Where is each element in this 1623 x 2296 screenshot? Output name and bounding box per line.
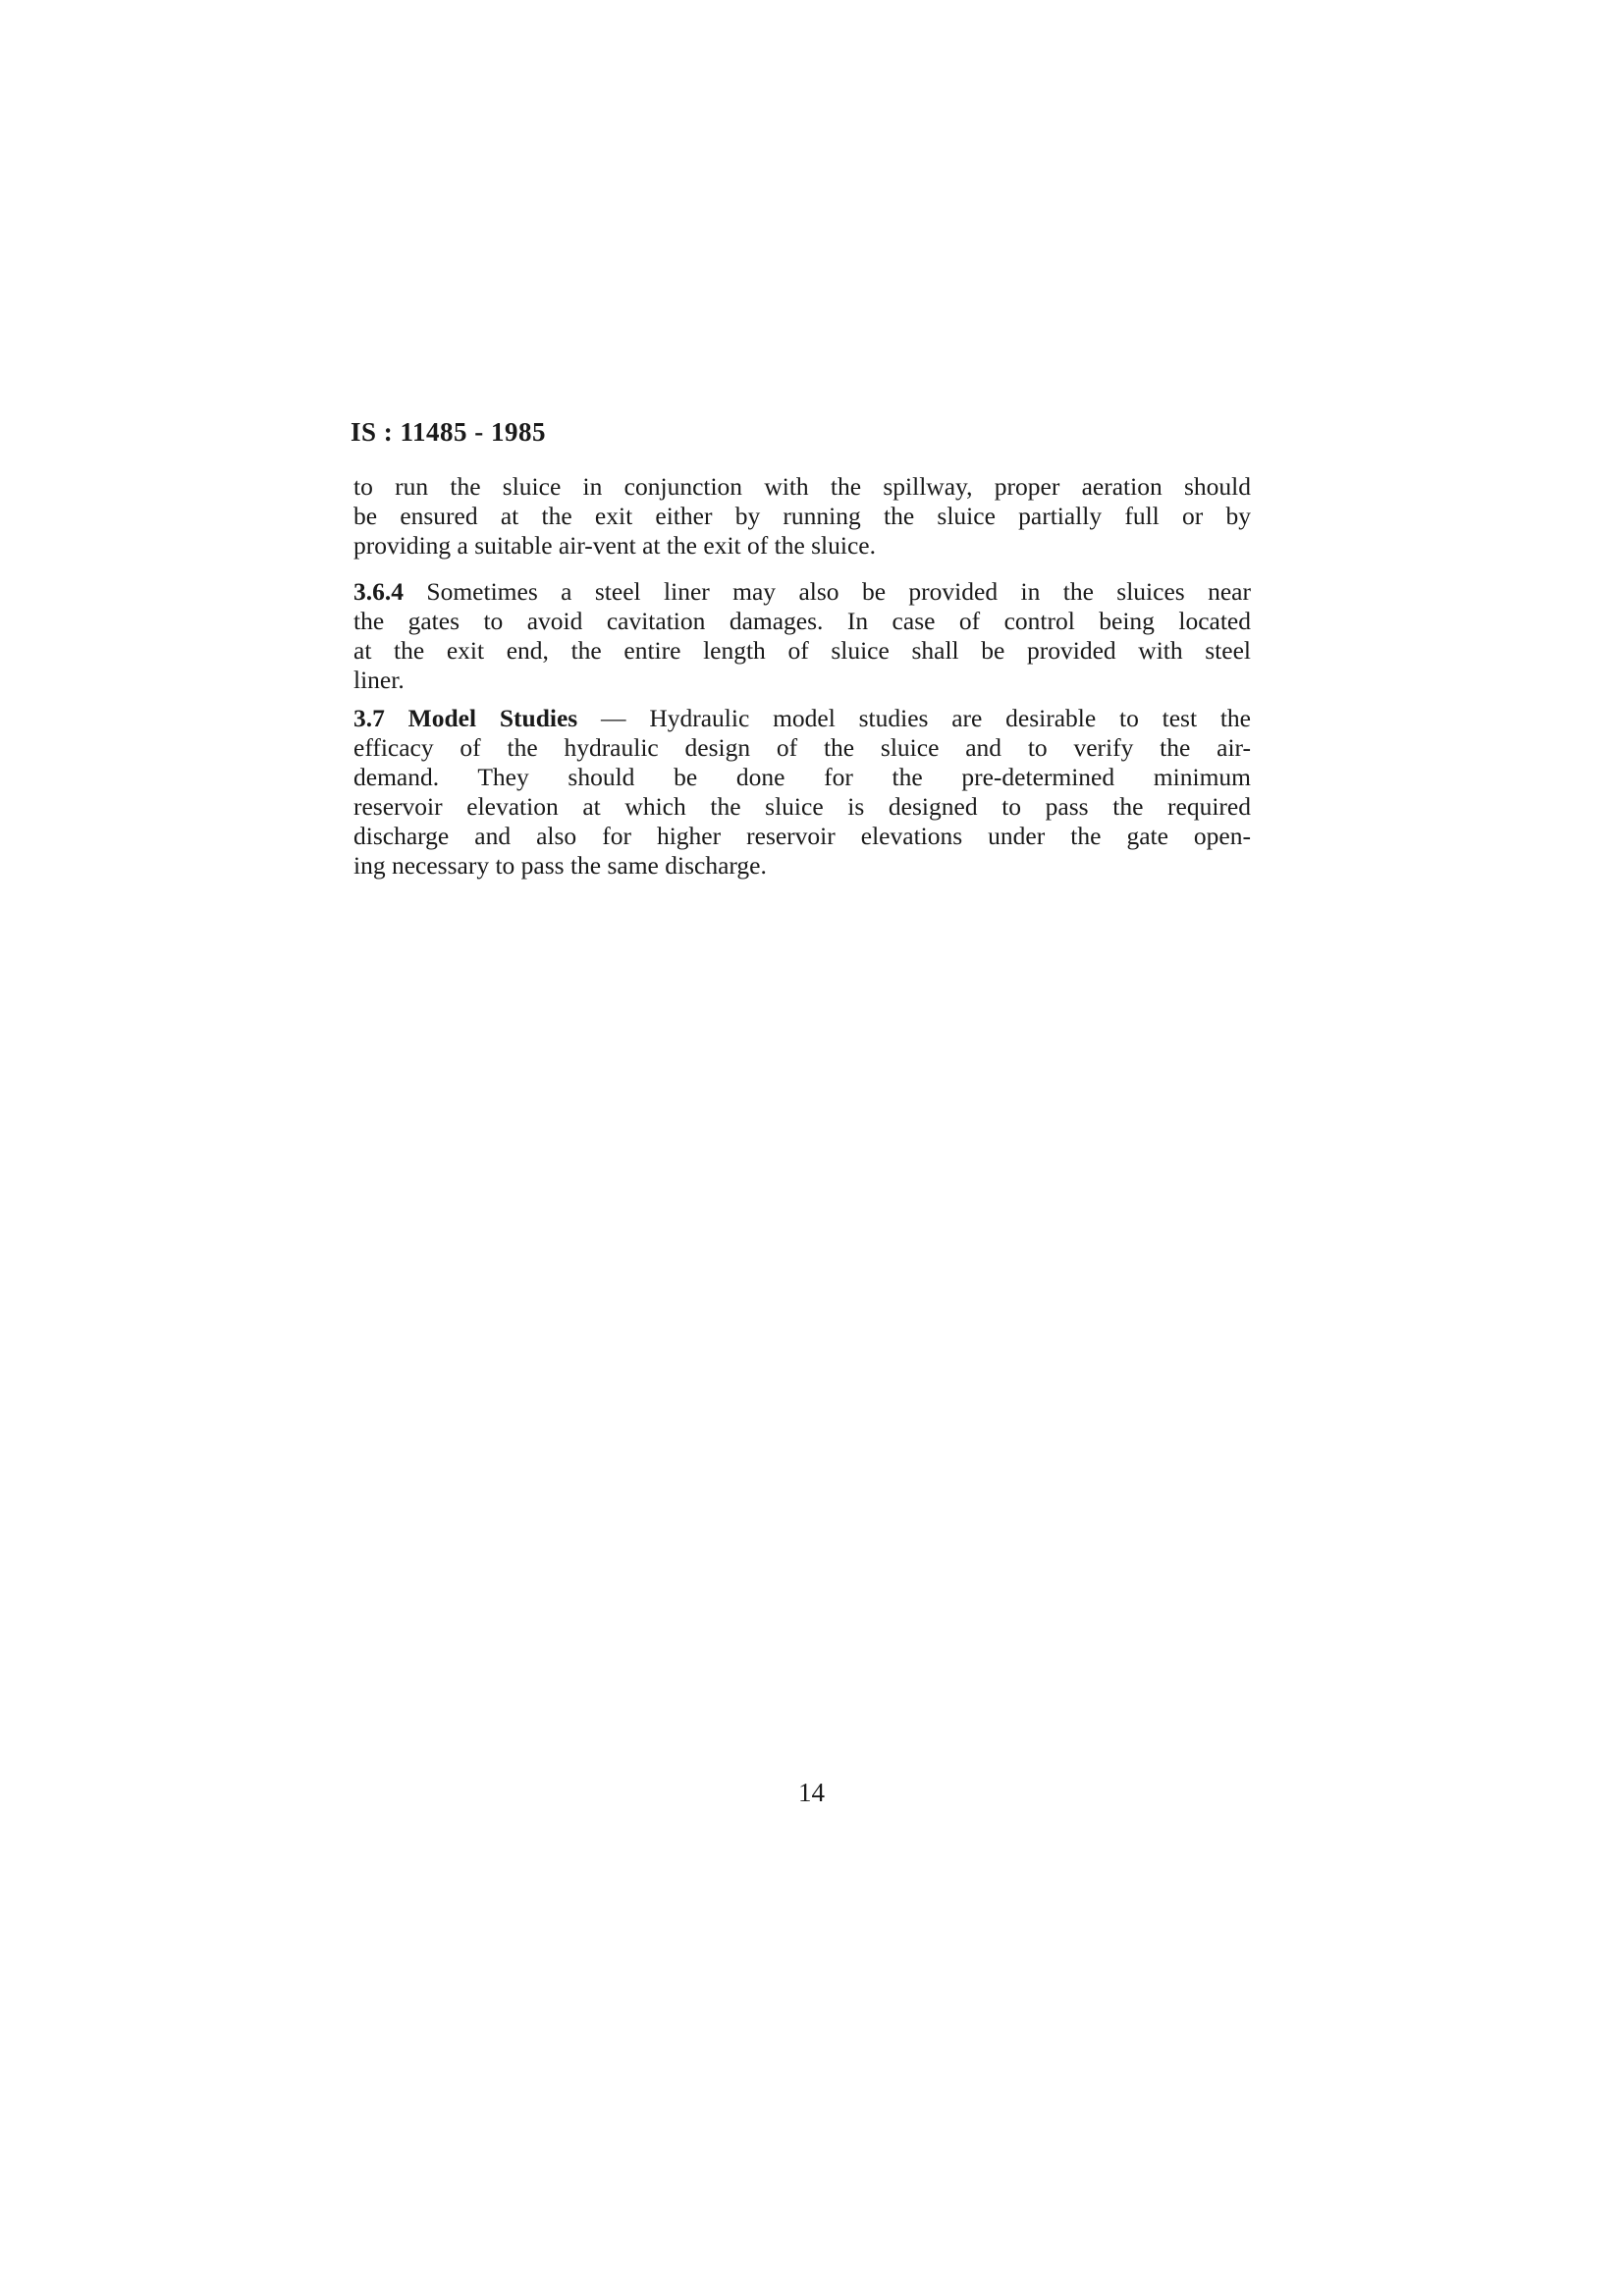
paragraph-text: Sometimes a steel liner may also be provided in the sluices near [404,577,1251,606]
paragraph-line: demand. They should be done for the pre-determined minimum [353,763,1251,791]
page-number: 14 [798,1778,825,1807]
paragraph-line: providing a suitable air-vent at the exit of the sluice. [353,531,876,560]
paragraph-text: — Hydraulic model studies are desirable to test the [577,704,1251,732]
paragraph-line: discharge and also for higher reservoir elevations under the gate open- [353,822,1251,850]
paragraph-line: efficacy of the hydraulic design of the sluice and to verify the air- [353,733,1251,762]
paragraph-line: be ensured at the exit either by running the sluice partially full or by [353,502,1251,530]
clause-number: 3.7 [353,704,385,732]
paragraph-line: liner. [353,666,405,694]
paragraph-line [353,577,1251,607]
paragraph-line [353,704,1251,733]
paragraph-line: to run the sluice in conjunction with the spillway, proper aeration should [353,472,1251,501]
paragraph-line: ing necessary to pass the same discharge. [353,851,767,880]
paragraph-line: the gates to avoid cavitation damages. In case of control being located [353,607,1251,635]
paragraph-line: at the exit end, the entire length of sluice shall be provided with steel [353,636,1251,665]
clause-number: 3.6.4 [353,577,404,606]
paragraph-continuation [353,472,1251,561]
section-heading: Model Studies [384,704,578,732]
document-code: IS : 11485 - 1985 [351,417,547,447]
paragraph-3-7 [353,704,1251,881]
paragraph-line: reservoir elevation at which the sluice is designed to pass the required [353,792,1251,821]
paragraph-3-6-4 [353,577,1251,695]
